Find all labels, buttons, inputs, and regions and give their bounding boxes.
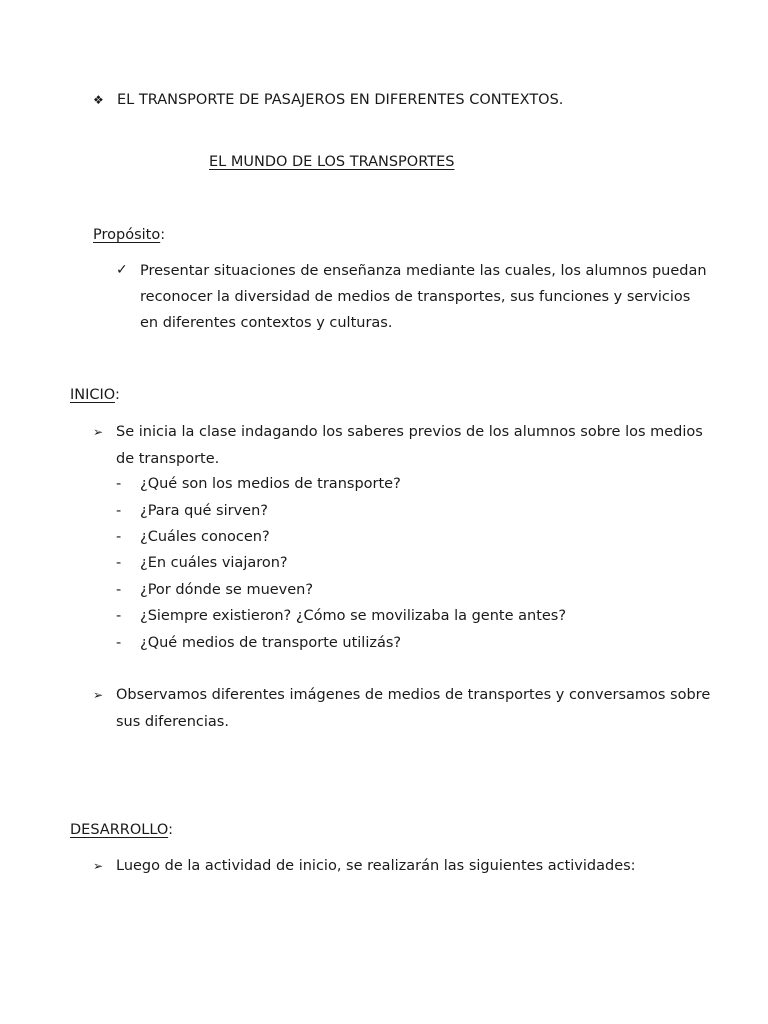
- inicio-bullet-2-line-2: sus diferencias.: [116, 714, 229, 730]
- desarrollo-bullet-1: Luego de la actividad de inicio, se realizarán las siguientes actividades:: [116, 858, 636, 874]
- question-item: ¿Por dónde se mueven?: [140, 582, 314, 598]
- question-item: ¿Cuáles conocen?: [140, 529, 270, 545]
- page-title: EL MUNDO DE LOS TRANSPORTES: [209, 154, 455, 170]
- inicio-bullet-2-line-1: Observamos diferentes imágenes de medios de transportes y conversamos sobre: [116, 687, 711, 703]
- inicio-bullet-1-line-1: Se inicia la clase indagando los saberes previos de los alumnos sobre los medios: [116, 424, 703, 440]
- desarrollo-heading: [70, 821, 173, 839]
- arrowhead-bullet-icon: ➢: [93, 859, 104, 873]
- question-item: ¿Qué son los medios de transporte?: [140, 476, 401, 492]
- arrowhead-bullet-icon: ➢: [93, 425, 104, 439]
- list-dash: -: [116, 608, 122, 624]
- question-item: ¿En cuáles viajaron?: [140, 555, 288, 571]
- question-item: ¿Siempre existieron? ¿Cómo se movilizaba la gente antes?: [140, 608, 567, 624]
- arrowhead-bullet-icon: ➢: [93, 688, 104, 702]
- desarrollo-colon: :: [168, 822, 173, 838]
- heading-line: EL TRANSPORTE DE PASAJEROS EN DIFERENTES CONTEXTOS.: [117, 92, 564, 108]
- list-dash: -: [116, 476, 122, 492]
- inicio-heading: [70, 386, 120, 404]
- checkmark-icon: ✓: [116, 262, 128, 278]
- proposito-label: Propósito: [93, 227, 161, 243]
- question-item: ¿Para qué sirven?: [140, 503, 268, 519]
- list-dash: -: [116, 555, 122, 571]
- inicio-label: INICIO: [70, 387, 115, 403]
- list-dash: -: [116, 529, 122, 545]
- diamond-bullet-icon: ❖: [93, 93, 104, 107]
- proposito-colon: :: [160, 227, 166, 243]
- list-dash: -: [116, 503, 122, 519]
- proposito-line-2: reconocer la diversidad de medios de transportes, sus funciones y servicios: [140, 289, 691, 305]
- desarrollo-label: DESARROLLO: [70, 822, 169, 838]
- list-dash: -: [116, 582, 122, 598]
- proposito-line-1: Presentar situaciones de enseñanza mediante las cuales, los alumnos puedan: [140, 263, 707, 279]
- inicio-colon: :: [114, 387, 120, 403]
- proposito-heading: [93, 226, 165, 244]
- question-item: ¿Qué medios de transporte utilizás?: [140, 635, 402, 651]
- list-dash: -: [116, 635, 122, 651]
- proposito-line-3: en diferentes contextos y culturas.: [140, 315, 393, 331]
- inicio-bullet-1-line-2: de transporte.: [116, 451, 220, 467]
